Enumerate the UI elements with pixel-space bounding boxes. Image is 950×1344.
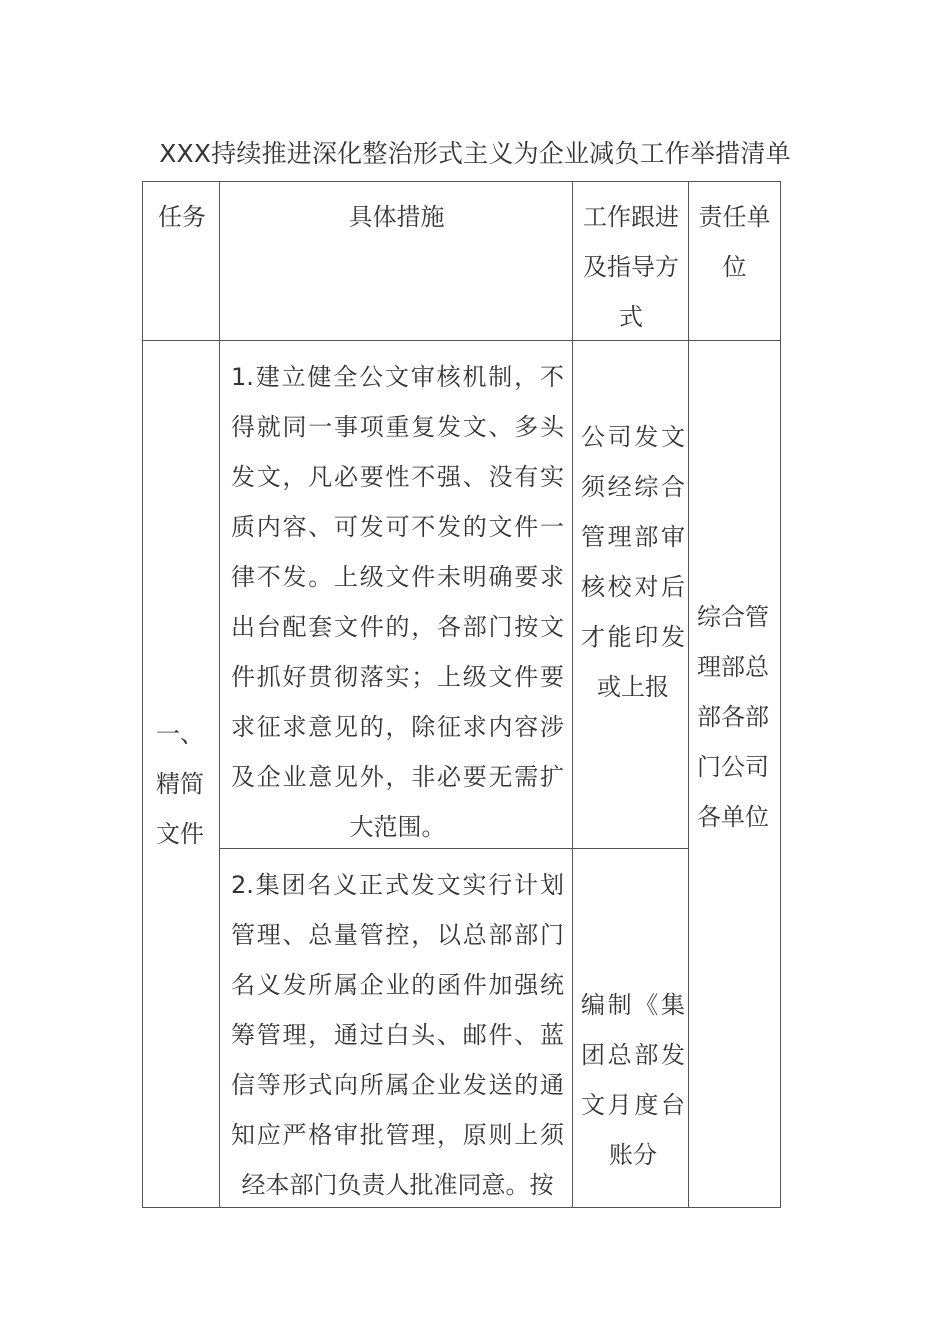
column-divider-2	[572, 181, 573, 1208]
follow-up-cell: 编制《集团总部发文月度台账分	[581, 991, 685, 1169]
header-row-divider	[142, 340, 781, 341]
measure-cell: 2.集团名义正式发文实行计划管理、总量管控，以总部部门名义发所属企业的函件加强统筹管理，通过白头、邮件、蓝信等形式向所属企业发送的通知应严格审批管理，原则上须经本部门负责人批准同意。按	[231, 871, 564, 1199]
column-divider-1	[219, 181, 220, 1208]
measure-cell: 1.建立健全公文审核机制，不得就同一事项重复发文、多头发文，凡必要性不强、没有实质内容、可发可不发的文件一律不发。上级文件未明确要求出台配套文件的，各部门按文件抓好贯彻落实；上级文件要求征求意见的，除征求内容涉及企业意见外，非必要无需扩大范围。	[231, 363, 564, 841]
follow-up-cell: 公司发文须经综合管理部审核校对后才能印发或上报	[581, 423, 685, 701]
document-title: XXX持续推进深化整治形式主义为企业减负工作举措清单	[159, 139, 791, 168]
header-measures: 具体措施	[348, 203, 445, 231]
responsible-cell: 综合管理部总部各部门公司各单位	[697, 603, 769, 831]
table-border-left	[142, 181, 143, 1208]
header-task: 任务	[158, 203, 206, 231]
table-border-right	[780, 181, 781, 1208]
column-divider-3	[688, 181, 689, 1208]
table-border-top	[142, 181, 781, 182]
header-responsible: 责任单位	[698, 203, 771, 281]
header-follow-up: 工作跟进及指导方式	[583, 203, 679, 331]
measures-table	[142, 181, 781, 1208]
task-cell: 一、精简文件	[156, 720, 204, 848]
